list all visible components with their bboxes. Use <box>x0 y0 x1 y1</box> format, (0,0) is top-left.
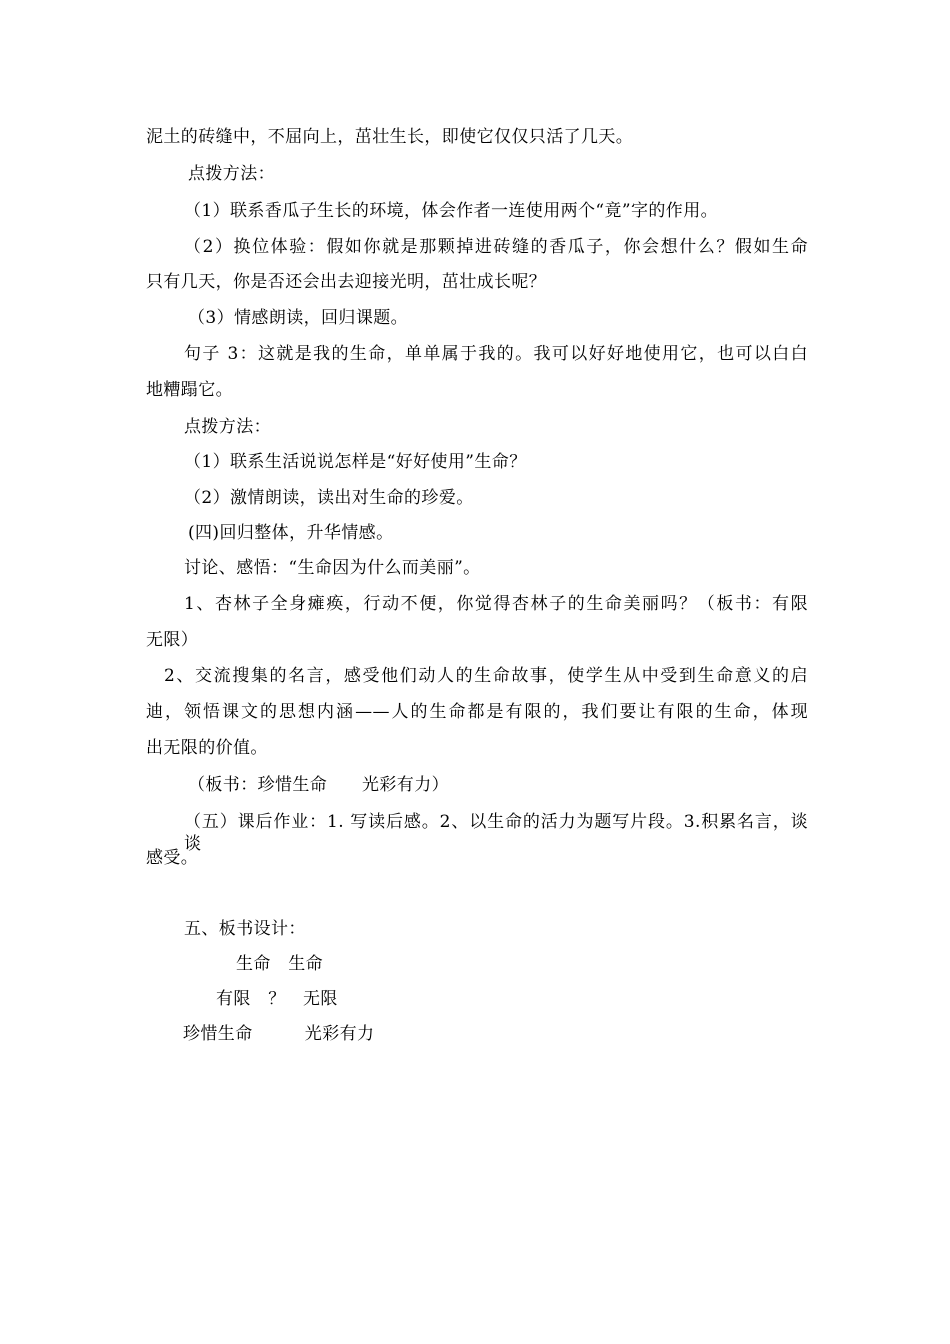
text-line: （五）课后作业：1. 写读后感。2、以生命的活力为题写片段。3.积累名言，谈谈 <box>184 812 808 854</box>
text-line: 地糟蹋它。 <box>146 380 233 400</box>
text-line: （3）情感朗读，回归课题。 <box>188 308 409 328</box>
text-line: （2）换位体验：假如你就是那颗掉进砖缝的香瓜子，你会想什么？假如生命 <box>184 237 808 257</box>
text-line: 只有几天，你是否还会出去迎接光明，茁壮成长呢？ <box>146 272 547 292</box>
text-line: 无限） <box>146 630 199 650</box>
board-line: 生命 生命 <box>236 954 323 974</box>
board-design-heading: 五、板书设计： <box>184 919 306 939</box>
board-line: 有限 ？ 无限 <box>216 989 338 1009</box>
text-line: （1）联系生活说说怎样是“好好使用”生命？ <box>184 452 527 472</box>
text-line: 泥土的砖缝中，不屈向上，茁壮生长，即使它仅仅只活了几天。 <box>146 127 634 147</box>
text-line: （2）激情朗读，读出对生命的珍爱。 <box>184 488 474 508</box>
text-line: 点拨方法： <box>184 417 271 437</box>
text-line: 感受。 <box>146 848 199 868</box>
text-line: 2、交流搜集的名言，感受他们动人的生命故事，使学生从中受到生命意义的启 <box>164 666 808 686</box>
text-line: 讨论、感悟：“生命因为什么而美丽”。 <box>184 558 481 578</box>
text-line: (四)回归整体，升华情感。 <box>188 523 394 543</box>
text-line: （板书：珍惜生命 光彩有力） <box>188 775 449 795</box>
text-line: （1）联系香瓜子生长的环境，体会作者一连使用两个“竟”字的作用。 <box>184 201 718 221</box>
text-line: 句子 3：这就是我的生命，单单属于我的。我可以好好地使用它，也可以白白 <box>184 344 808 364</box>
text-line: 出无限的价值。 <box>146 738 268 758</box>
text-line: 点拨方法： <box>188 164 275 184</box>
text-line: 迪，领悟课文的思想内涵——人的生命都是有限的，我们要让有限的生命，体现 <box>146 702 808 722</box>
board-line: 珍惜生命 光彩有力 <box>183 1024 375 1044</box>
text-line: 1、杏林子全身瘫痪，行动不便，你觉得杏林子的生命美丽吗？（板书：有限 <box>184 594 808 614</box>
